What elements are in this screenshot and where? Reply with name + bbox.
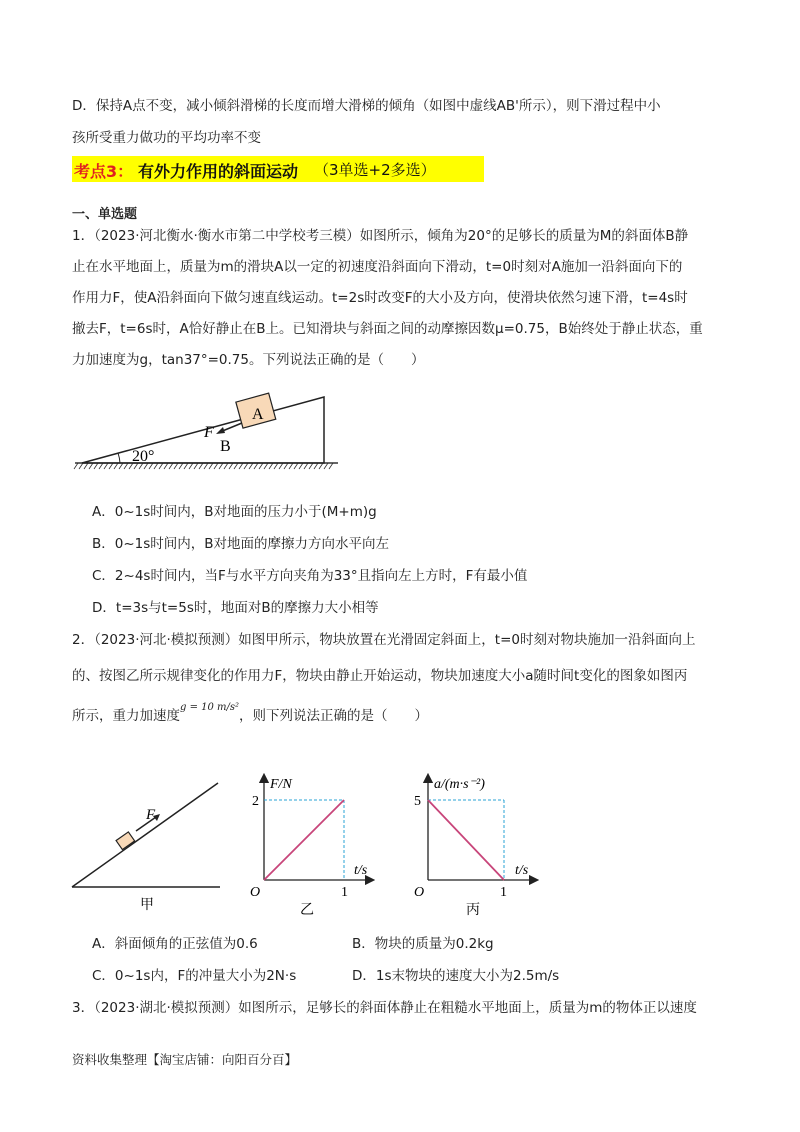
hatch-mark — [194, 463, 198, 469]
hatch-mark — [164, 463, 168, 469]
q1-incline-figure — [70, 375, 350, 475]
hatch-mark — [184, 463, 188, 469]
q2-option-a[interactable]: A．斜面倾角的正弦值为0.6 — [92, 936, 258, 952]
hatch-mark — [254, 463, 258, 469]
prev-option-d-line1: D．保持A点不变，减小倾斜滑梯的长度而增大滑梯的倾角（如图中虚线AB'所示），则下滑过程中小 — [72, 98, 661, 114]
hatch-mark — [259, 463, 263, 469]
bing-ytick: 5 — [414, 794, 421, 809]
hatch-mark — [84, 463, 88, 469]
hatch-mark — [154, 463, 158, 469]
q2-fig-bing — [402, 772, 552, 917]
hatch-mark — [239, 463, 243, 469]
yi-caption: 乙 — [300, 902, 314, 918]
q2-option-d[interactable]: D．1s末物块的速度大小为2.5m/s — [352, 968, 560, 984]
hatch-mark — [219, 463, 223, 469]
q1-line4: 撤去F，t=6s时，A恰好静止在B上。已知滑块与斜面之间的动摩擦因数μ=0.75，B始终处于静止状态，重 — [72, 321, 703, 337]
q2-option-c[interactable]: C．0~1s内，F的冲量大小为2N·s — [92, 968, 297, 984]
hatch-mark — [224, 463, 228, 469]
q2-line3 — [72, 702, 429, 728]
hatch-mark — [204, 463, 208, 469]
hatch-mark — [229, 463, 233, 469]
q2-fig-jia — [70, 775, 230, 915]
footer: 资料收集整理【淘宝店铺：向阳百分百】 — [72, 1052, 298, 1067]
q1-line3: 作用力F，使A沿斜面向下做匀速直线运动。t=2s时改变F的大小及方向，使滑块依然匀速下滑，t=4s时 — [72, 290, 688, 306]
hatch-mark — [299, 463, 303, 469]
hatch-mark — [99, 463, 103, 469]
hatch-mark — [179, 463, 183, 469]
yi-xlabel: t/s — [354, 863, 368, 878]
jia-caption: 甲 — [140, 897, 154, 913]
hatch-mark — [319, 463, 323, 469]
angle-arc — [118, 453, 120, 463]
hatch-mark — [304, 463, 308, 469]
q2-line3-start: 所示，重力加速度 — [72, 708, 180, 724]
hatch-mark — [114, 463, 118, 469]
hatch-mark — [104, 463, 108, 469]
hatch-mark — [214, 463, 218, 469]
hatch-mark — [289, 463, 293, 469]
topic-heading-label: 考点3： — [74, 162, 134, 181]
q3-line1: 3．（2023·湖北·模拟预测）如图所示，足够长的斜面体静止在粗糙水平地面上，质量为m的物体正以速度 — [72, 1000, 697, 1016]
hatch-mark — [74, 463, 78, 469]
hatch-mark — [234, 463, 238, 469]
hatch-mark — [89, 463, 93, 469]
bing-series-line — [428, 800, 504, 880]
hatch-mark — [294, 463, 298, 469]
q1-line2: 止在水平地面上，质量为m的滑块A以一定的初速度沿斜面向下滑动，t=0时刻对A施加一沿斜面向下的 — [72, 259, 683, 275]
force-label: F — [204, 424, 214, 441]
hatch-mark — [189, 463, 193, 469]
hatch-mark — [324, 463, 328, 469]
hatch-mark — [309, 463, 313, 469]
q2-fig-yi — [238, 772, 378, 917]
section-title: 一、单选题 — [72, 207, 138, 222]
topic-heading-title: 有外力作用的斜面运动 — [138, 162, 299, 181]
bing-xtick: 1 — [500, 885, 507, 900]
hatch-mark — [209, 463, 213, 469]
q2-g-value: g = 10 m/s² — [180, 702, 240, 713]
hatch-mark — [199, 463, 203, 469]
topic-heading — [72, 156, 484, 182]
q1-option-c[interactable]: C．2~4s时间内，当F与水平方向夹角为33°且指向左上方时，F有最小值 — [92, 568, 528, 584]
hatch-mark — [124, 463, 128, 469]
hatch-mark — [329, 463, 333, 469]
yi-series-line — [264, 800, 344, 880]
yi-origin: O — [250, 885, 261, 900]
hatch-mark — [159, 463, 163, 469]
hatch-mark — [174, 463, 178, 469]
hatch-mark — [79, 463, 83, 469]
force-arrowhead — [216, 427, 225, 434]
yi-ytick: 2 — [252, 794, 259, 809]
yi-xtick: 1 — [341, 885, 348, 900]
q2-line2: 的、按图乙所示规律变化的作用力F，物块由静止开始运动，物块加速度大小a随时间t变化的图象如图丙 — [72, 668, 688, 684]
topic-heading-note: （3单选+2多选） — [314, 161, 436, 179]
hatch-mark — [274, 463, 278, 469]
q1-line1: 1．（2023·河北衡水·衡水市第二中学校考三模）如图所示，倾角为20°的足够长的质量为M的斜面体B静 — [72, 228, 689, 244]
bing-caption: 丙 — [466, 902, 480, 918]
bing-origin: O — [414, 885, 425, 900]
block-a-label: A — [252, 406, 264, 423]
q2-line3-end: ，则下列说法正确的是（ ） — [239, 708, 429, 724]
q2-option-b[interactable]: B．物块的质量为0.2kg — [352, 936, 494, 952]
hatch-mark — [244, 463, 248, 469]
bing-xlabel: t/s — [515, 863, 529, 878]
hatch-mark — [109, 463, 113, 469]
bing-ylabel: a/(m·s⁻²) — [434, 777, 485, 792]
hatch-mark — [119, 463, 123, 469]
hatch-mark — [169, 463, 173, 469]
hatch-mark — [279, 463, 283, 469]
q1-line5: 力加速度为g，tan37°=0.75。下列说法正确的是（ ） — [72, 352, 425, 368]
hatch-mark — [284, 463, 288, 469]
jia-force-label: F — [146, 807, 156, 823]
angle-label: 20° — [132, 448, 155, 465]
hatch-mark — [249, 463, 253, 469]
hatch-mark — [264, 463, 268, 469]
small-block — [116, 832, 135, 850]
q1-option-d[interactable]: D．t=3s与t=5s时，地面对B的摩擦力大小相等 — [92, 600, 379, 616]
q1-option-b[interactable]: B．0~1s时间内，B对地面的摩擦力方向水平向左 — [92, 536, 390, 552]
body-b-label: B — [220, 438, 231, 455]
q2-line1: 2．（2023·河北·模拟预测）如图甲所示，物块放置在光滑固定斜面上，t=0时刻对物块施加一沿斜面向上 — [72, 632, 696, 648]
q1-option-a[interactable]: A．0~1s时间内，B对地面的压力小于(M+m)g — [92, 504, 377, 520]
hatch-mark — [94, 463, 98, 469]
yi-ylabel: F/N — [270, 777, 292, 792]
prev-option-d-line2: 孩所受重力做功的平均功率不变 — [72, 130, 261, 146]
hatch-mark — [269, 463, 273, 469]
hatch-mark — [314, 463, 318, 469]
